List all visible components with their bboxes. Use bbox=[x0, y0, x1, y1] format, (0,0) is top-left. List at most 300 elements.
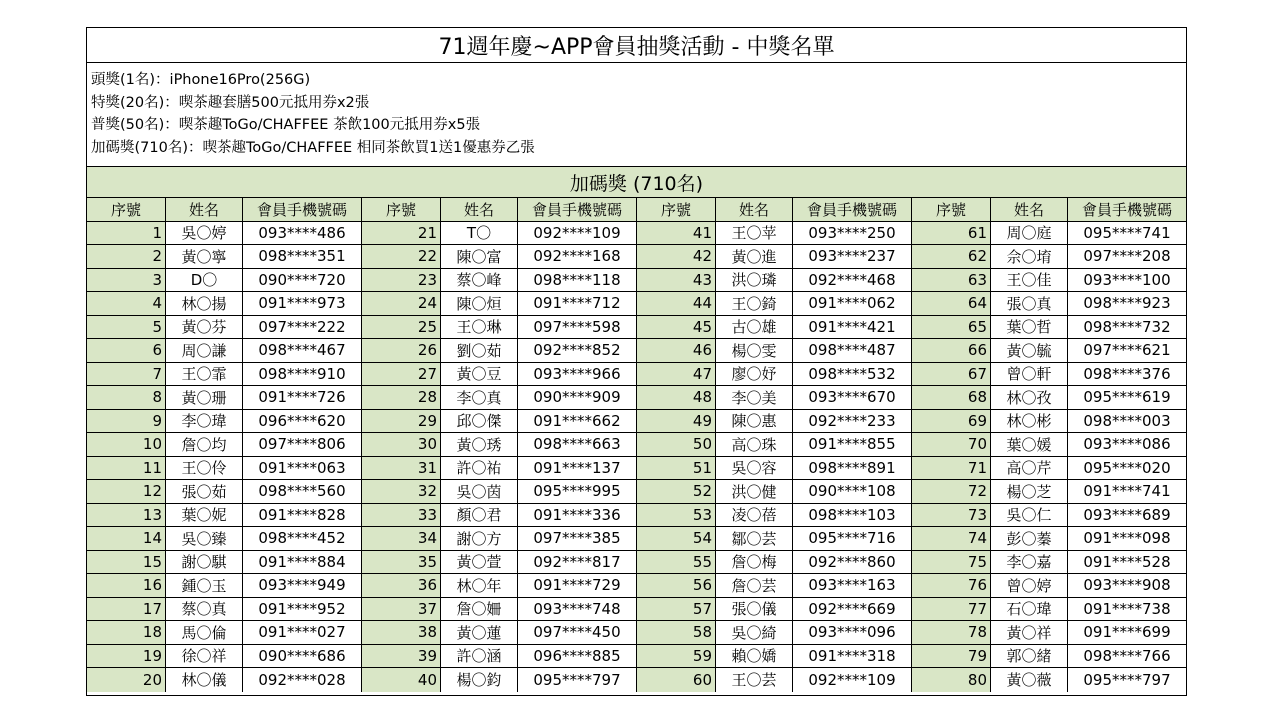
name-cell: 許〇涵 bbox=[440, 645, 517, 668]
phone-cell: 098****467 bbox=[242, 339, 361, 362]
name-cell: 邱〇傑 bbox=[440, 410, 517, 433]
table-row bbox=[912, 433, 1186, 457]
seq-cell: 10 bbox=[87, 433, 165, 456]
name-cell: 葉〇媛 bbox=[990, 433, 1067, 456]
phone-cell: 091****973 bbox=[242, 292, 361, 315]
seq-cell: 16 bbox=[87, 574, 165, 597]
table-row bbox=[87, 574, 361, 598]
table-row bbox=[362, 574, 636, 598]
seq-cell: 66 bbox=[912, 339, 990, 362]
phone-cell: 096****620 bbox=[242, 410, 361, 433]
seq-cell: 22 bbox=[362, 245, 440, 268]
seq-cell: 2 bbox=[87, 245, 165, 268]
phone-cell: 095****797 bbox=[517, 668, 636, 692]
prize-list bbox=[87, 63, 1186, 167]
name-cell: 黃〇蓮 bbox=[440, 621, 517, 644]
phone-cell: 093****100 bbox=[1067, 269, 1186, 292]
seq-cell: 63 bbox=[912, 269, 990, 292]
phone-cell: 093****966 bbox=[517, 363, 636, 386]
phone-cell: 091****699 bbox=[1067, 621, 1186, 644]
phone-cell: 090****108 bbox=[792, 480, 911, 503]
phone-cell: 097****385 bbox=[517, 527, 636, 550]
phone-cell: 092****168 bbox=[517, 245, 636, 268]
name-cell: 許〇祐 bbox=[440, 457, 517, 480]
table-row bbox=[87, 433, 361, 457]
seq-cell: 27 bbox=[362, 363, 440, 386]
name-cell: 林〇儀 bbox=[165, 668, 242, 692]
phone-cell: 098****487 bbox=[792, 339, 911, 362]
prize-line: 加碼獎(710名)：喫茶趣ToGo/CHAFFEE 相同茶飲買1送1優惠券乙張 bbox=[91, 139, 535, 156]
seq-cell: 56 bbox=[637, 574, 715, 597]
phone-cell: 095****716 bbox=[792, 527, 911, 550]
seq-cell: 49 bbox=[637, 410, 715, 433]
seq-cell: 41 bbox=[637, 222, 715, 245]
phone-cell: 093****748 bbox=[517, 598, 636, 621]
phone-cell: 098****560 bbox=[242, 480, 361, 503]
name-cell: 楊〇芝 bbox=[990, 480, 1067, 503]
name-cell: 詹〇芸 bbox=[715, 574, 792, 597]
table-row bbox=[87, 645, 361, 669]
phone-cell: 095****995 bbox=[517, 480, 636, 503]
table-row bbox=[87, 316, 361, 340]
seq-cell: 7 bbox=[87, 363, 165, 386]
name-cell: 王〇芸 bbox=[715, 668, 792, 692]
seq-cell: 68 bbox=[912, 386, 990, 409]
name-cell: 王〇錡 bbox=[715, 292, 792, 315]
seq-cell: 20 bbox=[87, 668, 165, 692]
prize-line: 特獎(20名)：喫茶趣套膳500元抵用券x2張 bbox=[91, 94, 370, 111]
name-cell: 石〇瑋 bbox=[990, 598, 1067, 621]
name-cell: 顏〇君 bbox=[440, 504, 517, 527]
phone-cell: 097****450 bbox=[517, 621, 636, 644]
phone-cell: 091****027 bbox=[242, 621, 361, 644]
seq-cell: 48 bbox=[637, 386, 715, 409]
seq-cell: 52 bbox=[637, 480, 715, 503]
table-row bbox=[637, 551, 911, 575]
table-row bbox=[362, 316, 636, 340]
seq-cell: 35 bbox=[362, 551, 440, 574]
table-row bbox=[362, 410, 636, 434]
phone-cell: 092****109 bbox=[792, 668, 911, 692]
phone-cell: 095****020 bbox=[1067, 457, 1186, 480]
seq-cell: 29 bbox=[362, 410, 440, 433]
name-cell: 謝〇方 bbox=[440, 527, 517, 550]
table-row bbox=[87, 222, 361, 246]
table-row bbox=[912, 645, 1186, 669]
table-row bbox=[362, 598, 636, 622]
phone-cell: 098****732 bbox=[1067, 316, 1186, 339]
name-cell: 葉〇哲 bbox=[990, 316, 1067, 339]
seq-cell: 61 bbox=[912, 222, 990, 245]
name-cell: 黃〇祥 bbox=[990, 621, 1067, 644]
table-header-row bbox=[912, 198, 1186, 222]
table-row bbox=[362, 292, 636, 316]
phone-cell: 091****098 bbox=[1067, 527, 1186, 550]
table-row bbox=[87, 668, 361, 692]
table-row bbox=[637, 245, 911, 269]
name-cell: 王〇霏 bbox=[165, 363, 242, 386]
header-seq: 序號 bbox=[637, 198, 715, 221]
phone-cell: 097****598 bbox=[517, 316, 636, 339]
table-row bbox=[637, 292, 911, 316]
seq-cell: 30 bbox=[362, 433, 440, 456]
phone-cell: 091****062 bbox=[792, 292, 911, 315]
phone-cell: 098****351 bbox=[242, 245, 361, 268]
seq-cell: 54 bbox=[637, 527, 715, 550]
header-phone: 會員手機號碼 bbox=[1067, 198, 1186, 221]
name-cell: 陳〇惠 bbox=[715, 410, 792, 433]
name-cell: 洪〇璘 bbox=[715, 269, 792, 292]
seq-cell: 5 bbox=[87, 316, 165, 339]
table-row bbox=[637, 386, 911, 410]
table-row bbox=[637, 433, 911, 457]
phone-cell: 098****532 bbox=[792, 363, 911, 386]
table-row bbox=[87, 245, 361, 269]
seq-cell: 11 bbox=[87, 457, 165, 480]
phone-cell: 091****712 bbox=[517, 292, 636, 315]
phone-cell: 095****797 bbox=[1067, 668, 1186, 692]
seq-cell: 28 bbox=[362, 386, 440, 409]
seq-cell: 38 bbox=[362, 621, 440, 644]
phone-cell: 093****949 bbox=[242, 574, 361, 597]
table-row bbox=[362, 621, 636, 645]
seq-cell: 6 bbox=[87, 339, 165, 362]
name-cell: 林〇年 bbox=[440, 574, 517, 597]
name-cell: 周〇謙 bbox=[165, 339, 242, 362]
table-header-row bbox=[637, 198, 911, 222]
table-row bbox=[87, 480, 361, 504]
seq-cell: 71 bbox=[912, 457, 990, 480]
table-row bbox=[362, 504, 636, 528]
phone-cell: 097****222 bbox=[242, 316, 361, 339]
seq-cell: 37 bbox=[362, 598, 440, 621]
seq-cell: 23 bbox=[362, 269, 440, 292]
phone-cell: 090****686 bbox=[242, 645, 361, 668]
name-cell: 黃〇珊 bbox=[165, 386, 242, 409]
name-cell: 曾〇婷 bbox=[990, 574, 1067, 597]
name-cell: 陳〇富 bbox=[440, 245, 517, 268]
table-row bbox=[912, 574, 1186, 598]
name-cell: 劉〇茹 bbox=[440, 339, 517, 362]
seq-cell: 65 bbox=[912, 316, 990, 339]
table-header-row bbox=[87, 198, 361, 222]
name-cell: D〇 bbox=[165, 269, 242, 292]
table-row bbox=[637, 527, 911, 551]
table-row bbox=[87, 527, 361, 551]
seq-cell: 1 bbox=[87, 222, 165, 245]
table-row bbox=[87, 551, 361, 575]
seq-cell: 77 bbox=[912, 598, 990, 621]
phone-cell: 098****103 bbox=[792, 504, 911, 527]
phone-cell: 093****163 bbox=[792, 574, 911, 597]
table-row bbox=[912, 480, 1186, 504]
name-cell: 吳〇臻 bbox=[165, 527, 242, 550]
seq-cell: 21 bbox=[362, 222, 440, 245]
name-cell: 彭〇蓁 bbox=[990, 527, 1067, 550]
phone-cell: 098****376 bbox=[1067, 363, 1186, 386]
phone-cell: 095****741 bbox=[1067, 222, 1186, 245]
prize-line: 普獎(50名)：喫茶趣ToGo/CHAFFEE 茶飲100元抵用券x5張 bbox=[91, 117, 481, 133]
header-name: 姓名 bbox=[165, 198, 242, 221]
name-cell: 凌〇蓓 bbox=[715, 504, 792, 527]
table-row bbox=[912, 668, 1186, 692]
phone-cell: 092****233 bbox=[792, 410, 911, 433]
table-row bbox=[87, 386, 361, 410]
section-title: 加碼獎 (710名) bbox=[87, 167, 1186, 198]
table-row bbox=[362, 245, 636, 269]
phone-cell: 098****923 bbox=[1067, 292, 1186, 315]
phone-cell: 091****855 bbox=[792, 433, 911, 456]
phone-cell: 092****669 bbox=[792, 598, 911, 621]
table-row bbox=[362, 527, 636, 551]
header-seq: 序號 bbox=[912, 198, 990, 221]
seq-cell: 57 bbox=[637, 598, 715, 621]
table-row bbox=[87, 339, 361, 363]
phone-cell: 091****726 bbox=[242, 386, 361, 409]
name-cell: 吳〇容 bbox=[715, 457, 792, 480]
table-row bbox=[637, 457, 911, 481]
seq-cell: 64 bbox=[912, 292, 990, 315]
seq-cell: 43 bbox=[637, 269, 715, 292]
header-phone: 會員手機號碼 bbox=[792, 198, 911, 221]
phone-cell: 091****318 bbox=[792, 645, 911, 668]
name-cell: 吳〇仁 bbox=[990, 504, 1067, 527]
phone-cell: 098****891 bbox=[792, 457, 911, 480]
table-row bbox=[362, 551, 636, 575]
table-row bbox=[87, 621, 361, 645]
table-row bbox=[362, 645, 636, 669]
table-row bbox=[912, 457, 1186, 481]
table-row bbox=[87, 598, 361, 622]
name-cell: 詹〇梅 bbox=[715, 551, 792, 574]
name-cell: 張〇儀 bbox=[715, 598, 792, 621]
name-cell: 黃〇琇 bbox=[440, 433, 517, 456]
table-row bbox=[362, 363, 636, 387]
name-cell: 李〇嘉 bbox=[990, 551, 1067, 574]
name-cell: 賴〇嬌 bbox=[715, 645, 792, 668]
phone-cell: 091****421 bbox=[792, 316, 911, 339]
seq-cell: 32 bbox=[362, 480, 440, 503]
seq-cell: 42 bbox=[637, 245, 715, 268]
seq-cell: 34 bbox=[362, 527, 440, 550]
name-cell: 廖〇妤 bbox=[715, 363, 792, 386]
name-cell: 王〇伶 bbox=[165, 457, 242, 480]
table-row bbox=[912, 316, 1186, 340]
phone-cell: 092****852 bbox=[517, 339, 636, 362]
name-cell: 黃〇薇 bbox=[990, 668, 1067, 692]
seq-cell: 45 bbox=[637, 316, 715, 339]
seq-cell: 75 bbox=[912, 551, 990, 574]
name-cell: 林〇孜 bbox=[990, 386, 1067, 409]
table-row bbox=[362, 339, 636, 363]
seq-cell: 80 bbox=[912, 668, 990, 692]
phone-cell: 093****086 bbox=[1067, 433, 1186, 456]
phone-cell: 092****817 bbox=[517, 551, 636, 574]
phone-cell: 098****910 bbox=[242, 363, 361, 386]
seq-cell: 70 bbox=[912, 433, 990, 456]
seq-cell: 73 bbox=[912, 504, 990, 527]
phone-cell: 092****028 bbox=[242, 668, 361, 692]
name-cell: 蔡〇峰 bbox=[440, 269, 517, 292]
name-cell: 黃〇豆 bbox=[440, 363, 517, 386]
table-row bbox=[637, 363, 911, 387]
header-phone: 會員手機號碼 bbox=[242, 198, 361, 221]
seq-cell: 58 bbox=[637, 621, 715, 644]
table-row bbox=[912, 598, 1186, 622]
name-cell: 林〇揚 bbox=[165, 292, 242, 315]
table-header-row bbox=[362, 198, 636, 222]
name-cell: 黃〇寧 bbox=[165, 245, 242, 268]
phone-cell: 093****670 bbox=[792, 386, 911, 409]
seq-cell: 8 bbox=[87, 386, 165, 409]
seq-cell: 51 bbox=[637, 457, 715, 480]
sheet-title: 71週年慶~APP會員抽獎活動 - 中獎名單 bbox=[87, 28, 1186, 63]
seq-cell: 3 bbox=[87, 269, 165, 292]
phone-cell: 092****468 bbox=[792, 269, 911, 292]
name-cell: 高〇珠 bbox=[715, 433, 792, 456]
name-cell: 李〇美 bbox=[715, 386, 792, 409]
name-cell: 詹〇均 bbox=[165, 433, 242, 456]
table-row bbox=[87, 292, 361, 316]
name-cell: 徐〇祥 bbox=[165, 645, 242, 668]
seq-cell: 76 bbox=[912, 574, 990, 597]
phone-cell: 098****452 bbox=[242, 527, 361, 550]
phone-cell: 096****885 bbox=[517, 645, 636, 668]
name-cell: 周〇庭 bbox=[990, 222, 1067, 245]
phone-cell: 092****109 bbox=[517, 222, 636, 245]
seq-cell: 26 bbox=[362, 339, 440, 362]
header-phone: 會員手機號碼 bbox=[517, 198, 636, 221]
phone-cell: 091****063 bbox=[242, 457, 361, 480]
seq-cell: 62 bbox=[912, 245, 990, 268]
table-row bbox=[637, 645, 911, 669]
phone-cell: 092****860 bbox=[792, 551, 911, 574]
seq-cell: 19 bbox=[87, 645, 165, 668]
table-row bbox=[87, 504, 361, 528]
table-row bbox=[912, 621, 1186, 645]
seq-cell: 17 bbox=[87, 598, 165, 621]
table-block bbox=[361, 198, 636, 692]
seq-cell: 67 bbox=[912, 363, 990, 386]
phone-cell: 091****952 bbox=[242, 598, 361, 621]
table-row bbox=[637, 668, 911, 692]
table-row bbox=[912, 504, 1186, 528]
name-cell: 詹〇姍 bbox=[440, 598, 517, 621]
seq-cell: 46 bbox=[637, 339, 715, 362]
name-cell: 張〇真 bbox=[990, 292, 1067, 315]
name-cell: 張〇茹 bbox=[165, 480, 242, 503]
header-name: 姓名 bbox=[715, 198, 792, 221]
seq-cell: 25 bbox=[362, 316, 440, 339]
phone-cell: 098****663 bbox=[517, 433, 636, 456]
table-block bbox=[87, 198, 361, 692]
seq-cell: 24 bbox=[362, 292, 440, 315]
table-row bbox=[912, 292, 1186, 316]
seq-cell: 9 bbox=[87, 410, 165, 433]
name-cell: 郭〇緒 bbox=[990, 645, 1067, 668]
seq-cell: 12 bbox=[87, 480, 165, 503]
name-cell: 李〇瑋 bbox=[165, 410, 242, 433]
name-cell: 蔡〇真 bbox=[165, 598, 242, 621]
seq-cell: 47 bbox=[637, 363, 715, 386]
phone-cell: 097****806 bbox=[242, 433, 361, 456]
phone-cell: 093****689 bbox=[1067, 504, 1186, 527]
seq-cell: 53 bbox=[637, 504, 715, 527]
seq-cell: 69 bbox=[912, 410, 990, 433]
name-cell: 謝〇騏 bbox=[165, 551, 242, 574]
seq-cell: 4 bbox=[87, 292, 165, 315]
winners-table bbox=[87, 198, 1186, 692]
table-row bbox=[912, 245, 1186, 269]
table-row bbox=[637, 598, 911, 622]
table-row bbox=[637, 574, 911, 598]
table-block bbox=[636, 198, 911, 692]
phone-cell: 090****720 bbox=[242, 269, 361, 292]
table-row bbox=[362, 480, 636, 504]
phone-cell: 098****003 bbox=[1067, 410, 1186, 433]
table-row bbox=[912, 222, 1186, 246]
name-cell: 陳〇烜 bbox=[440, 292, 517, 315]
seq-cell: 31 bbox=[362, 457, 440, 480]
seq-cell: 50 bbox=[637, 433, 715, 456]
name-cell: 黃〇進 bbox=[715, 245, 792, 268]
phone-cell: 091****662 bbox=[517, 410, 636, 433]
phone-cell: 093****237 bbox=[792, 245, 911, 268]
table-row bbox=[912, 386, 1186, 410]
seq-cell: 74 bbox=[912, 527, 990, 550]
table-row bbox=[912, 269, 1186, 293]
phone-cell: 093****096 bbox=[792, 621, 911, 644]
phone-cell: 091****884 bbox=[242, 551, 361, 574]
name-cell: 馬〇倫 bbox=[165, 621, 242, 644]
name-cell: 洪〇健 bbox=[715, 480, 792, 503]
name-cell: 高〇芹 bbox=[990, 457, 1067, 480]
phone-cell: 097****621 bbox=[1067, 339, 1186, 362]
name-cell: 吳〇茵 bbox=[440, 480, 517, 503]
name-cell: 吳〇婷 bbox=[165, 222, 242, 245]
table-row bbox=[87, 363, 361, 387]
name-cell: 鍾〇玉 bbox=[165, 574, 242, 597]
phone-cell: 095****619 bbox=[1067, 386, 1186, 409]
table-row bbox=[362, 457, 636, 481]
table-row bbox=[637, 339, 911, 363]
phone-cell: 091****741 bbox=[1067, 480, 1186, 503]
seq-cell: 60 bbox=[637, 668, 715, 692]
seq-cell: 15 bbox=[87, 551, 165, 574]
table-row bbox=[637, 316, 911, 340]
name-cell: 王〇琳 bbox=[440, 316, 517, 339]
phone-cell: 090****909 bbox=[517, 386, 636, 409]
prize-line: 頭獎(1名)：iPhone16Pro(256G) bbox=[91, 72, 311, 88]
seq-cell: 79 bbox=[912, 645, 990, 668]
name-cell: 林〇彬 bbox=[990, 410, 1067, 433]
table-row bbox=[362, 269, 636, 293]
header-seq: 序號 bbox=[362, 198, 440, 221]
header-name: 姓名 bbox=[440, 198, 517, 221]
table-row bbox=[637, 621, 911, 645]
phone-cell: 093****250 bbox=[792, 222, 911, 245]
seq-cell: 33 bbox=[362, 504, 440, 527]
phone-cell: 093****486 bbox=[242, 222, 361, 245]
name-cell: 王〇佳 bbox=[990, 269, 1067, 292]
seq-cell: 14 bbox=[87, 527, 165, 550]
name-cell: 黃〇萱 bbox=[440, 551, 517, 574]
phone-cell: 091****729 bbox=[517, 574, 636, 597]
table-block bbox=[911, 198, 1186, 692]
table-row bbox=[912, 339, 1186, 363]
seq-cell: 59 bbox=[637, 645, 715, 668]
seq-cell: 40 bbox=[362, 668, 440, 692]
